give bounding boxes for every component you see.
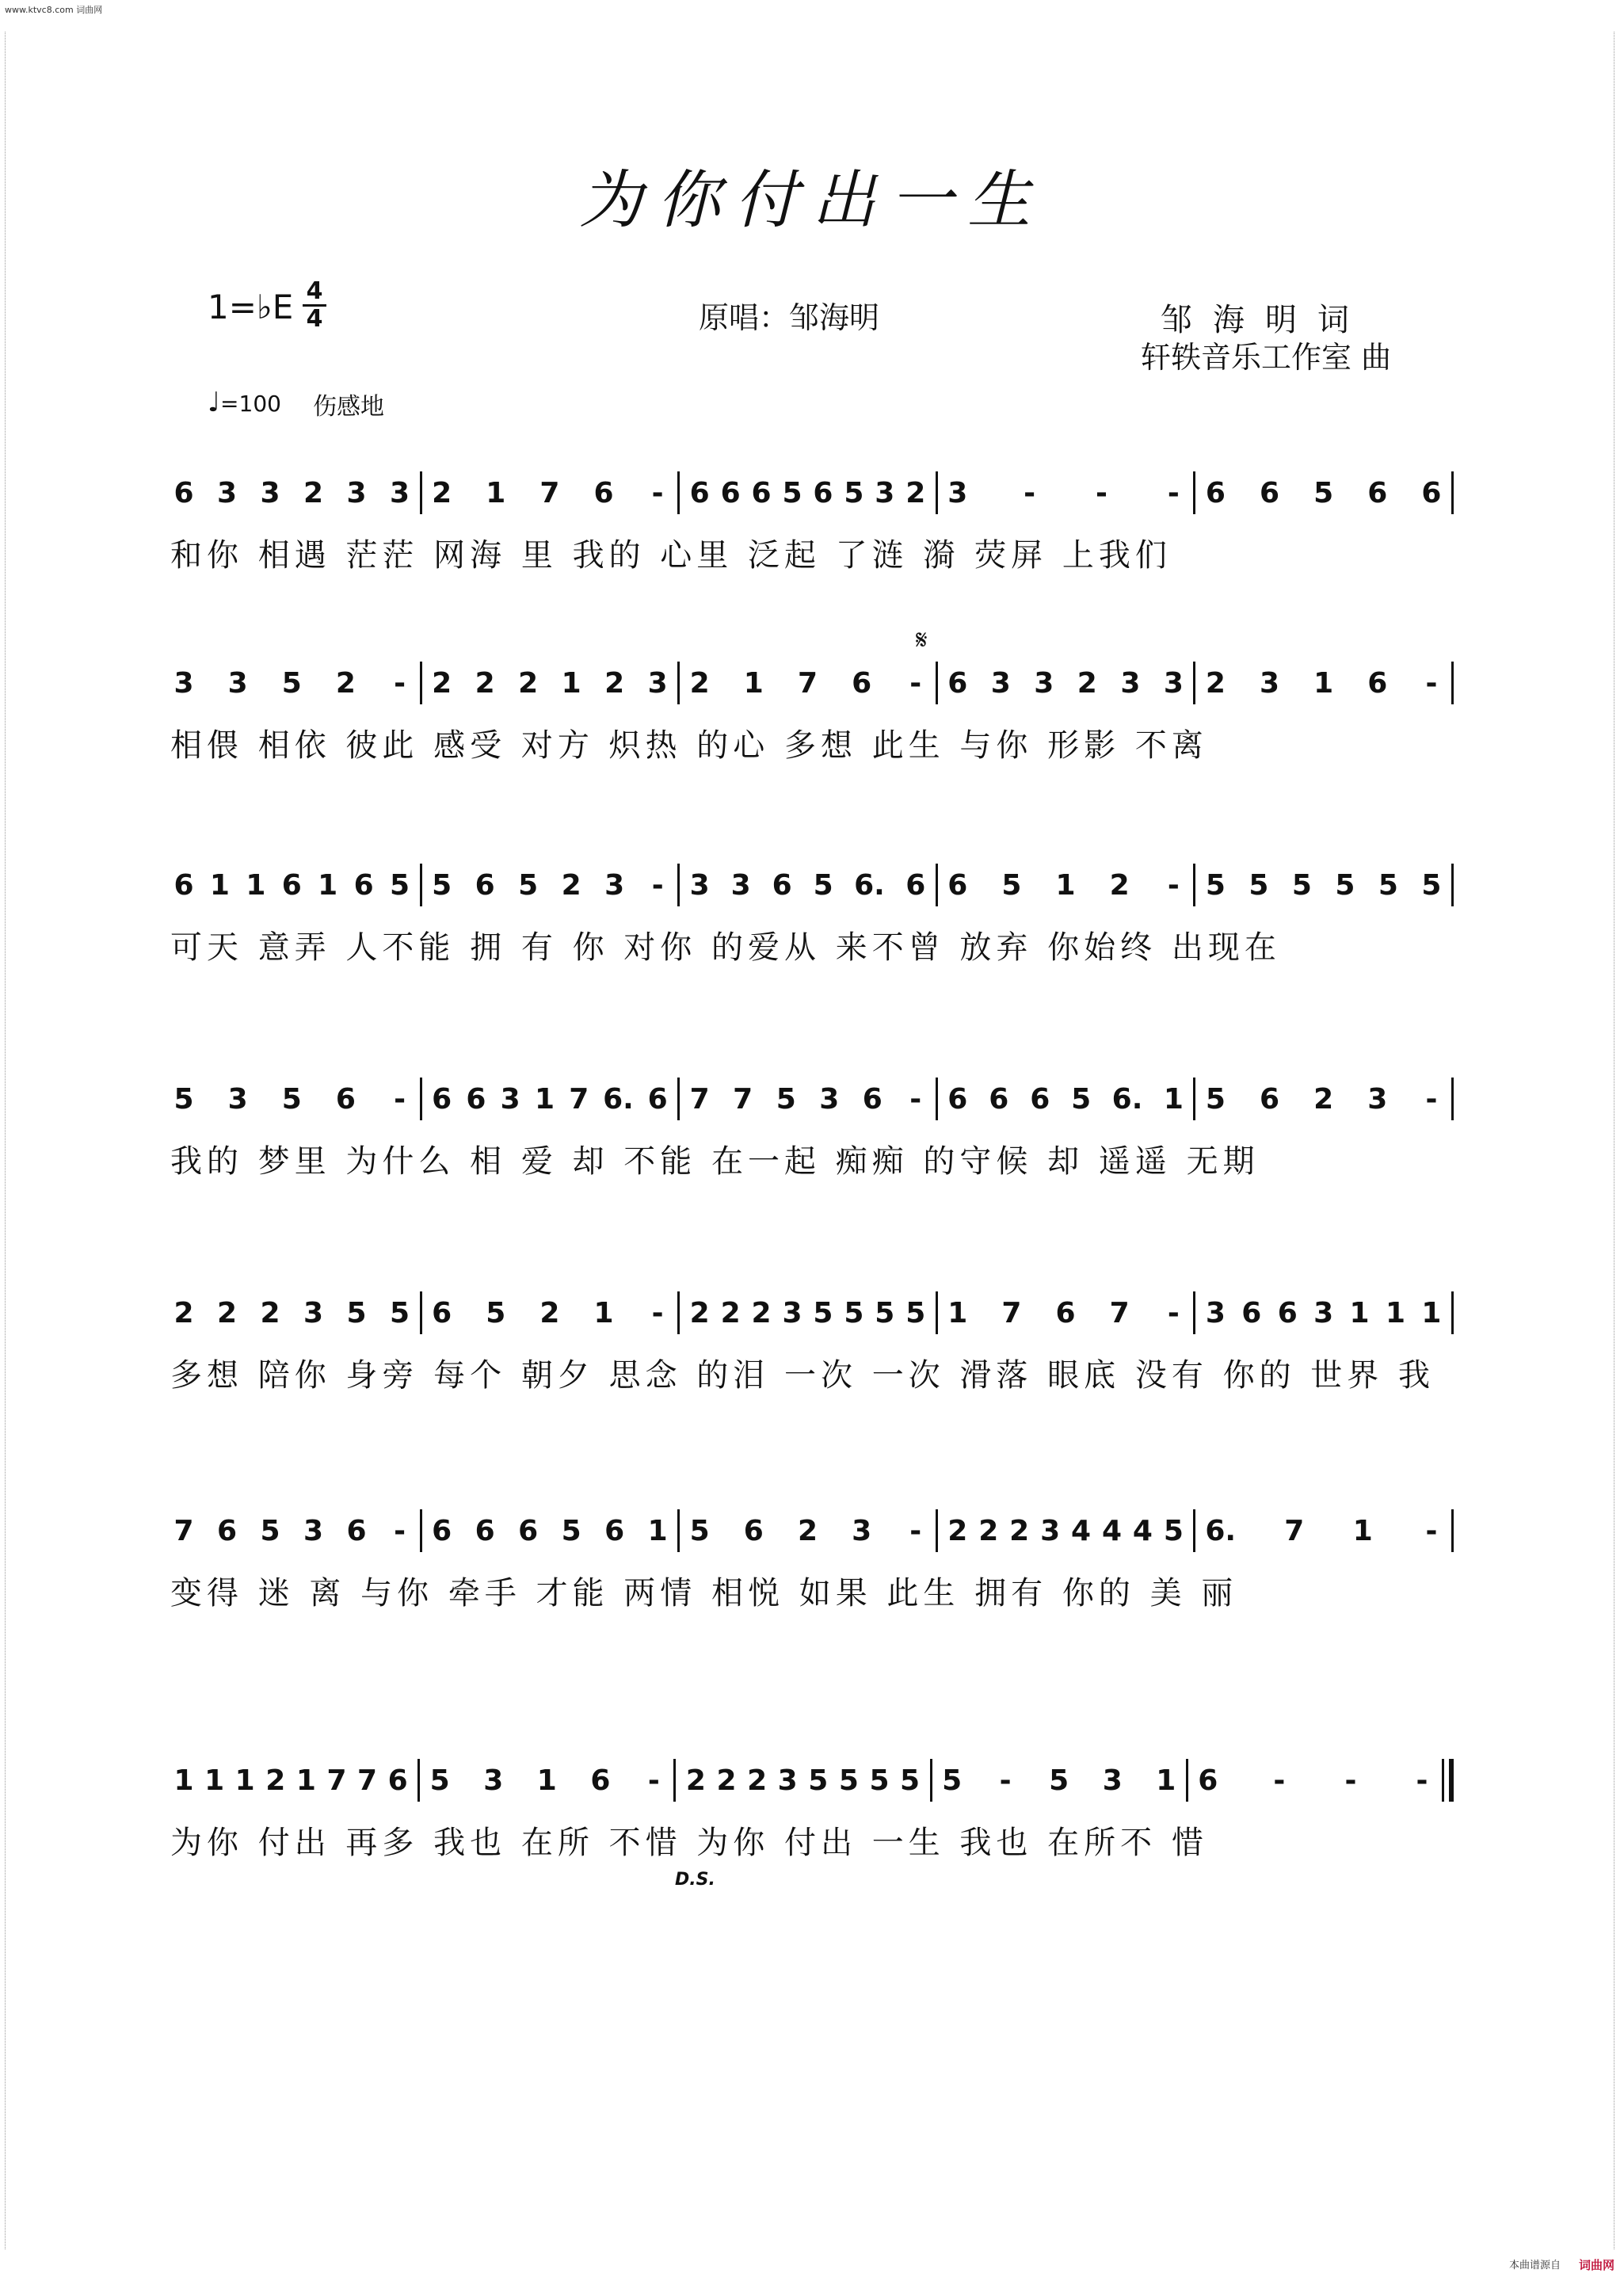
note: 1	[1421, 1296, 1442, 1329]
note: 5	[281, 666, 302, 700]
note: 5	[782, 476, 802, 509]
note: 6	[1241, 1296, 1262, 1329]
note: -	[1344, 1764, 1357, 1797]
segno-icon: 𝄋	[916, 624, 928, 656]
measure	[170, 864, 420, 906]
note: 6	[475, 868, 495, 902]
note: 7	[733, 1082, 753, 1116]
note: 6	[720, 476, 741, 509]
note: 2	[518, 666, 539, 700]
note: 2	[747, 1764, 768, 1797]
measure	[170, 1291, 420, 1334]
tempo	[208, 387, 281, 418]
note: 6	[335, 1082, 356, 1116]
note: 3	[1163, 666, 1184, 700]
note: 2	[685, 1764, 706, 1797]
measure	[677, 662, 936, 704]
note: 5	[776, 1082, 796, 1116]
note: 5	[813, 1296, 833, 1329]
note: -	[1167, 868, 1180, 902]
measure	[170, 662, 420, 704]
note: 1	[561, 666, 581, 700]
note: 1	[295, 1764, 316, 1797]
note: 5	[808, 1764, 829, 1797]
note: 5	[281, 1082, 302, 1116]
note: -	[1425, 1514, 1438, 1547]
note: 5	[429, 1764, 450, 1797]
lyrics-line: 为你 付出 再多 我也 在所 不惜 为你 付出 一生 我也 在所不 惜	[170, 1825, 1208, 1861]
note: -	[1167, 1296, 1180, 1329]
note: 6.	[1111, 1082, 1143, 1116]
note: 3	[500, 1082, 520, 1116]
note: 2	[720, 1296, 741, 1329]
note: 5	[346, 1296, 367, 1329]
note: 6	[281, 868, 302, 902]
note: 6	[466, 1082, 486, 1116]
score-system	[170, 471, 1454, 575]
note: 3	[227, 666, 248, 700]
measure	[936, 662, 1194, 704]
measure	[930, 1759, 1186, 1802]
note: 4	[1071, 1514, 1092, 1547]
measure	[673, 1759, 929, 1802]
measure	[1193, 864, 1451, 906]
note: 6	[1030, 1082, 1050, 1116]
note: -	[1425, 666, 1438, 700]
note: 6	[1055, 1296, 1076, 1329]
note: 2	[604, 666, 625, 700]
note: 2	[216, 1296, 238, 1329]
note: 7	[357, 1764, 378, 1797]
notes-row	[170, 1509, 1454, 1552]
note: 6	[743, 1514, 764, 1547]
measure	[170, 1078, 420, 1120]
barline	[1442, 1759, 1454, 1802]
key-signature: 1=♭E	[208, 288, 294, 326]
note: -	[651, 476, 664, 509]
original-singer: 原唱：邹海明	[699, 300, 880, 335]
note: 3	[1259, 666, 1280, 700]
note: 3	[647, 666, 668, 700]
note: 1	[1163, 1082, 1184, 1116]
note: 3	[777, 1764, 798, 1797]
note: 6	[862, 1082, 883, 1116]
note: 2	[716, 1764, 737, 1797]
note: 2	[689, 1296, 710, 1329]
note: 5	[173, 1082, 194, 1116]
measure	[1193, 471, 1451, 514]
note: 5	[844, 476, 864, 509]
score-system	[170, 1759, 1454, 1863]
note: 1	[1313, 666, 1334, 700]
note: 6	[1277, 1296, 1298, 1329]
song-title: 为你付出一生	[579, 163, 1045, 237]
note: 3	[260, 476, 280, 509]
note: 5	[905, 1296, 926, 1329]
measure	[936, 864, 1194, 906]
note: 6	[772, 868, 792, 902]
note: 2	[1109, 868, 1130, 902]
note: 5	[689, 1514, 710, 1547]
measure	[420, 1509, 678, 1552]
note: 5	[390, 1296, 410, 1329]
note: 5	[1001, 868, 1022, 902]
note: 6	[216, 1514, 238, 1547]
footer-note: 本曲谱源自	[1508, 2260, 1561, 2271]
note: 7	[1284, 1514, 1305, 1547]
note: 2	[797, 1514, 818, 1547]
measure	[1193, 662, 1451, 704]
note: 3	[390, 476, 410, 509]
note: 5	[838, 1764, 859, 1797]
note: -	[1167, 476, 1180, 509]
measure	[417, 1759, 673, 1802]
note: 6	[353, 868, 374, 902]
note: 5	[432, 868, 452, 902]
right-margin-line	[1614, 32, 1622, 2249]
note: 1	[234, 1764, 255, 1797]
note: 2	[1313, 1082, 1334, 1116]
note: 6	[751, 476, 772, 509]
note: -	[651, 868, 664, 902]
note: 2	[265, 1764, 286, 1797]
measure	[420, 662, 678, 704]
da-segno-mark: D.S.	[675, 1870, 715, 1890]
note: 5	[900, 1764, 921, 1797]
note: 1	[1385, 1296, 1406, 1329]
measure	[1186, 1759, 1442, 1802]
note: 6	[647, 1082, 668, 1116]
note: 5	[561, 1514, 581, 1547]
note: 3	[303, 1296, 324, 1329]
note: 2	[1077, 666, 1097, 700]
quarter-note-icon: ♩	[208, 387, 221, 418]
note: 3	[1313, 1296, 1334, 1329]
note: 6	[432, 1514, 452, 1547]
note: 2	[432, 476, 452, 509]
measure	[170, 1759, 417, 1802]
note: 2	[751, 1296, 772, 1329]
note: 7	[1001, 1296, 1022, 1329]
note: 2	[539, 1296, 560, 1329]
score-system	[170, 662, 1454, 765]
note: 1	[1349, 1296, 1370, 1329]
note: 5	[1313, 476, 1334, 509]
score-system	[170, 1291, 1454, 1395]
note: 6	[852, 666, 872, 700]
lyrics-line: 我的 梦里 为什么 相 爱 却 不能 在一起 痴痴 的守候 却 遥遥 无期	[170, 1143, 1260, 1180]
measure	[677, 471, 936, 514]
notes-row	[170, 1078, 1454, 1120]
measure	[677, 1291, 936, 1334]
measure	[677, 1078, 936, 1120]
tempo-value: =100	[220, 391, 281, 417]
note: 6	[947, 1082, 968, 1116]
note: 6	[387, 1764, 408, 1797]
barline	[1451, 864, 1454, 906]
note: 3	[216, 476, 238, 509]
note: 1	[1352, 1514, 1373, 1547]
note: 6	[1198, 1764, 1218, 1797]
note: 1	[743, 666, 764, 700]
note: 5	[518, 868, 539, 902]
note: -	[1273, 1764, 1286, 1797]
notes-row	[170, 471, 1454, 514]
note: 1	[1156, 1764, 1176, 1797]
note: 3	[303, 1514, 324, 1547]
note: 5	[844, 1296, 864, 1329]
time-signature-top: 4	[306, 277, 323, 305]
lyrics-line: 和你 相遇 茫茫 网海 里 我的 心里 泛起 了涟 漪 荧屏 上我们	[170, 537, 1172, 574]
note: 6	[604, 1514, 625, 1547]
note: -	[909, 1514, 922, 1547]
note: 5	[260, 1514, 280, 1547]
lyricist: 邹海明词	[1161, 302, 1370, 338]
note: 5	[869, 1764, 890, 1797]
note: 5	[875, 1296, 895, 1329]
note: 5	[1049, 1764, 1069, 1797]
measure	[170, 471, 420, 514]
measure	[420, 471, 678, 514]
note: 4	[1132, 1514, 1153, 1547]
barline	[1451, 662, 1454, 704]
measure	[936, 471, 1194, 514]
note: 2	[947, 1514, 968, 1547]
barline	[1451, 1078, 1454, 1120]
note: 3	[1102, 1764, 1123, 1797]
barline	[1451, 1291, 1454, 1334]
note: 6	[173, 476, 194, 509]
note: 1	[536, 1764, 557, 1797]
note: 5	[813, 868, 833, 902]
note: 6	[173, 868, 194, 902]
notes-row	[170, 864, 1454, 906]
note: 1	[246, 868, 266, 902]
score-system	[170, 1509, 1454, 1613]
note: 6	[518, 1514, 539, 1547]
note: 3	[346, 476, 367, 509]
note: -	[999, 1764, 1012, 1797]
note: 5	[390, 868, 410, 902]
note: 1	[534, 1082, 555, 1116]
note: 6	[813, 476, 833, 509]
note: 6	[905, 868, 926, 902]
note: 3	[1367, 1082, 1388, 1116]
note: 6	[593, 476, 614, 509]
note: 1	[318, 868, 338, 902]
measure	[1193, 1078, 1451, 1120]
measure	[936, 1509, 1194, 1552]
note: 6	[1205, 476, 1226, 509]
note: 2	[1205, 666, 1226, 700]
note: 7	[173, 1514, 194, 1547]
note: 6	[689, 476, 710, 509]
time-signature-bottom: 4	[303, 304, 326, 332]
note: 3	[483, 1764, 504, 1797]
lyrics-line: 可天 意弄 人不能 拥 有 你 对你 的爱从 来不曾 放弃 你始终 出现在	[170, 929, 1281, 966]
note: 2	[905, 476, 926, 509]
note: 6	[1421, 476, 1442, 509]
note: 6	[1259, 476, 1280, 509]
measure	[420, 1291, 678, 1334]
note: 6.	[854, 868, 885, 902]
note: 2	[260, 1296, 280, 1329]
lyrics-line: 变得 迷 离 与你 牵手 才能 两情 相悦 如果 此生 拥有 你的 美 丽	[170, 1575, 1238, 1612]
note: 3	[852, 1514, 872, 1547]
note: 3	[875, 476, 895, 509]
note: -	[1425, 1082, 1438, 1116]
note: 1	[593, 1296, 614, 1329]
note: 3	[947, 476, 968, 509]
note: 2	[335, 666, 356, 700]
note: 5	[1248, 868, 1269, 902]
note: 6	[1367, 476, 1388, 509]
measure	[170, 1509, 420, 1552]
note: -	[909, 1082, 922, 1116]
time-signature	[303, 279, 326, 332]
note: 2	[1009, 1514, 1030, 1547]
measure	[1193, 1291, 1451, 1334]
note: 6	[1259, 1082, 1280, 1116]
barline	[1451, 1509, 1454, 1552]
note: 7	[689, 1082, 710, 1116]
note: 5	[1205, 868, 1226, 902]
barline	[1451, 471, 1454, 514]
footer-brand: 词曲网	[1578, 2258, 1614, 2272]
lyrics-line: 相偎 相依 彼此 感受 对方 炽热 的心 多想 此生 与你 形影 不离	[170, 727, 1208, 764]
note: 5	[486, 1296, 506, 1329]
note: -	[394, 1082, 406, 1116]
note: 1	[486, 476, 506, 509]
composer: 轩轶音乐工作室 曲	[1141, 340, 1392, 375]
note: -	[647, 1764, 660, 1797]
score-system	[170, 864, 1454, 967]
note: 6	[947, 666, 968, 700]
measure	[677, 1509, 936, 1552]
note: 2	[173, 1296, 194, 1329]
note: 6	[432, 1296, 452, 1329]
note: -	[909, 666, 922, 700]
note: 1	[204, 1764, 225, 1797]
lyrics-line: 多想 陪你 身旁 每个 朝夕 思念 的泪 一次 一次 滑落 眼底 没有 你的 世界 我	[170, 1357, 1435, 1394]
note: 3	[782, 1296, 802, 1329]
notes-row	[170, 662, 1454, 704]
notes-row	[170, 1291, 1454, 1334]
note: 1	[1055, 868, 1076, 902]
note: -	[651, 1296, 664, 1329]
note: 7	[797, 666, 818, 700]
site-note: www.ktvc8.com 词曲网	[5, 5, 103, 15]
note: 2	[561, 868, 581, 902]
note: 7	[326, 1764, 347, 1797]
measure	[677, 864, 936, 906]
note: 6	[1367, 666, 1388, 700]
note: 7	[569, 1082, 589, 1116]
note: 3	[1040, 1514, 1061, 1547]
measure	[420, 1078, 678, 1120]
note: -	[1416, 1764, 1428, 1797]
expression-mark: 伤感地	[313, 393, 384, 421]
note: 2	[303, 476, 324, 509]
note: 7	[539, 476, 560, 509]
note: 1	[209, 868, 230, 902]
note: 7	[1109, 1296, 1130, 1329]
note: 6	[475, 1514, 495, 1547]
note: 1	[647, 1514, 668, 1547]
note: 2	[689, 666, 710, 700]
note: 6	[590, 1764, 611, 1797]
note: 6.	[1205, 1514, 1237, 1547]
measure	[1193, 1509, 1451, 1552]
note: 3	[819, 1082, 840, 1116]
note: 3	[173, 666, 194, 700]
notes-row	[170, 1759, 1454, 1802]
note: 5	[1421, 868, 1442, 902]
note: 6	[989, 1082, 1009, 1116]
note: 5	[1205, 1082, 1226, 1116]
note: 3	[1120, 666, 1141, 700]
note: -	[394, 1514, 406, 1547]
note: 2	[432, 666, 452, 700]
note: 1	[947, 1296, 968, 1329]
note: 1	[173, 1764, 194, 1797]
note: 6.	[603, 1082, 634, 1116]
note: 3	[1205, 1296, 1226, 1329]
left-margin-line	[5, 32, 13, 2249]
measure	[936, 1291, 1194, 1334]
score-system	[170, 1078, 1454, 1181]
note: -	[1024, 476, 1036, 509]
note: 6	[947, 868, 968, 902]
note: 5	[1291, 868, 1312, 902]
note: 3	[689, 868, 710, 902]
note: 5	[1163, 1514, 1184, 1547]
note: 5	[942, 1764, 963, 1797]
note: 5	[1071, 1082, 1092, 1116]
measure	[420, 864, 678, 906]
note: 3	[1034, 666, 1054, 700]
note: 2	[978, 1514, 999, 1547]
note: 6	[432, 1082, 452, 1116]
measure	[936, 1078, 1194, 1120]
note: 5	[1335, 868, 1355, 902]
note: 4	[1101, 1514, 1122, 1547]
note: 2	[475, 666, 495, 700]
note: 3	[227, 1082, 248, 1116]
note: -	[394, 666, 406, 700]
note: 5	[1378, 868, 1398, 902]
note: 3	[990, 666, 1011, 700]
note: -	[1096, 476, 1107, 509]
note: 6	[346, 1514, 367, 1547]
note: 3	[604, 868, 625, 902]
note: 3	[730, 868, 751, 902]
